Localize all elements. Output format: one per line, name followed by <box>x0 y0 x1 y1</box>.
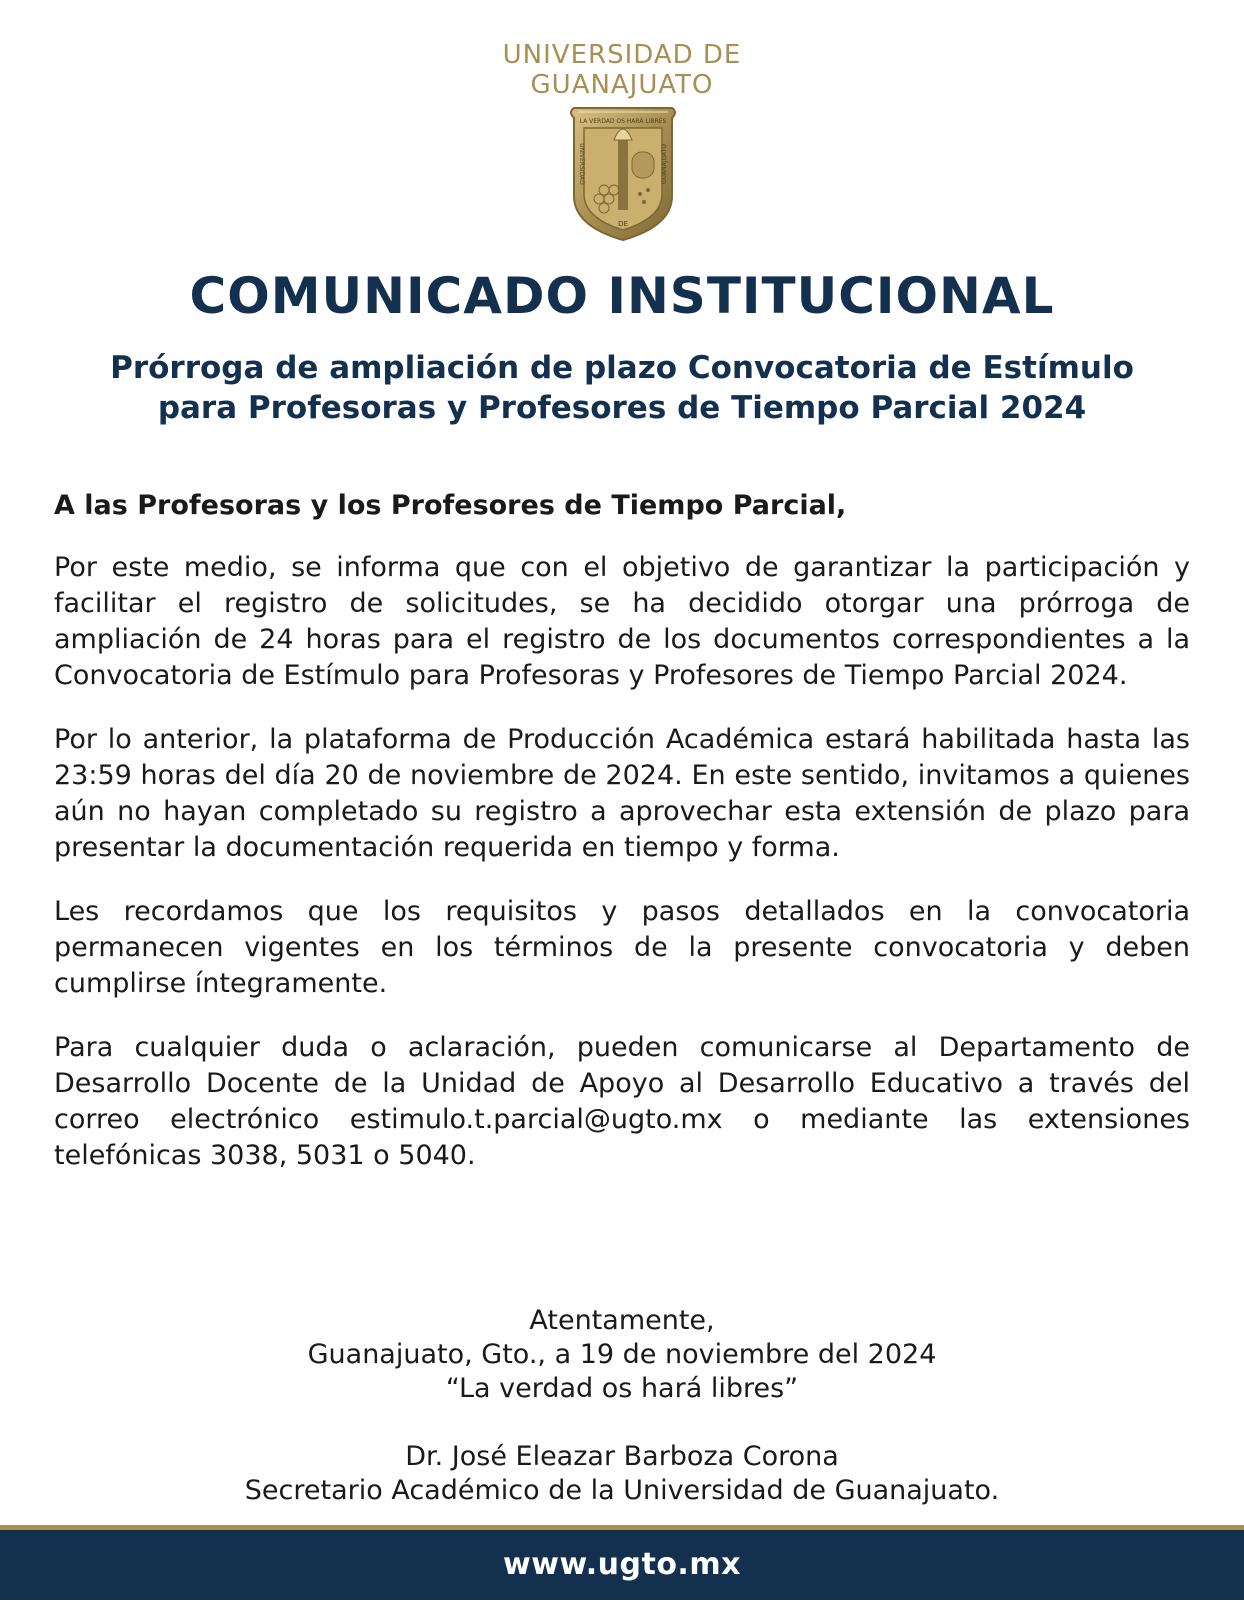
page-subtitle <box>40 348 1204 428</box>
seal-bottom-text: DE <box>618 220 628 228</box>
signer-title: Secretario Académico de la Universidad de Guanajuato. <box>244 1475 1000 1506</box>
footer-website-link[interactable]: www.ugto.mx <box>503 1547 741 1582</box>
salutation: A las Profesoras y los Profesores de Tiempo Parcial, <box>54 490 847 521</box>
closing-motto: “La verdad os hará libres” <box>445 1373 799 1404</box>
body-paragraph: Les recordamos que los requisitos y pasos detallados en la convocatoria permanecen vigentes en los términos de la presente convocatoria y deben cumplirse íntegramente. <box>54 896 1190 999</box>
signer-name: Dr. José Eleazar Barboza Corona <box>405 1441 839 1472</box>
subtitle-line-2: para Profesoras y Profesores de Tiempo Parcial 2024 <box>157 390 1087 426</box>
subtitle-line-1: Prórroga de ampliación de plazo Convocatoria de Estímulo <box>110 350 1134 386</box>
body-paragraph: Por este medio, se informa que con el objetivo de garantizar la participación y facilitar el registro de solicitudes, se ha decidido otorgar una prórroga de ampliación de 24 horas para el registro de los documentos correspondientes a la Convocatoria de Estímulo para Profesoras y Profesores de Tiempo Parcial 2024. <box>54 552 1190 691</box>
university-name-line-1: UNIVERSIDAD DE <box>502 40 742 70</box>
closing-block <box>0 1304 1244 1508</box>
closing-place-date: Guanajuato, Gto., a 19 de noviembre del 2024 <box>307 1339 937 1370</box>
seal-right-text: GUANAJUATO <box>661 144 668 184</box>
body-paragraph: Para cualquier duda o aclaración, pueden comunicarse al Departamento de Desarrollo Docente de la Unidad de Apoyo al Desarrollo Educativo a través del correo electrónico estimulo.t.parcial@ugto.mx o mediante las extensiones telefónicas 3038, 5031 o 5040. <box>54 1032 1190 1171</box>
page-title: COMUNICADO INSTITUCIONAL <box>189 267 1055 325</box>
seal-motto-text: LA VERDAD OS HARÁ LIBRES <box>579 118 667 125</box>
university-name-line-2: GUANAJUATO <box>530 70 714 100</box>
university-header <box>0 40 1244 100</box>
seal-left-text: UNIVERSIDAD <box>578 143 585 185</box>
letter-body <box>54 488 1190 1202</box>
closing-regards: Atentamente, <box>529 1305 715 1336</box>
footer-bar <box>0 1530 1244 1600</box>
university-seal-icon <box>564 104 682 244</box>
closing-spacer <box>0 1406 1244 1440</box>
body-paragraph: Por lo anterior, la plataforma de Producción Académica estará habilitada hasta las 23:59 horas del día 20 de noviembre de 2024. En este sentido, invitamos a quienes aún no hayan completado su registro a aprovechar esta extensión de plazo para presentar la documentación requerida en tiempo y forma. <box>54 724 1190 863</box>
